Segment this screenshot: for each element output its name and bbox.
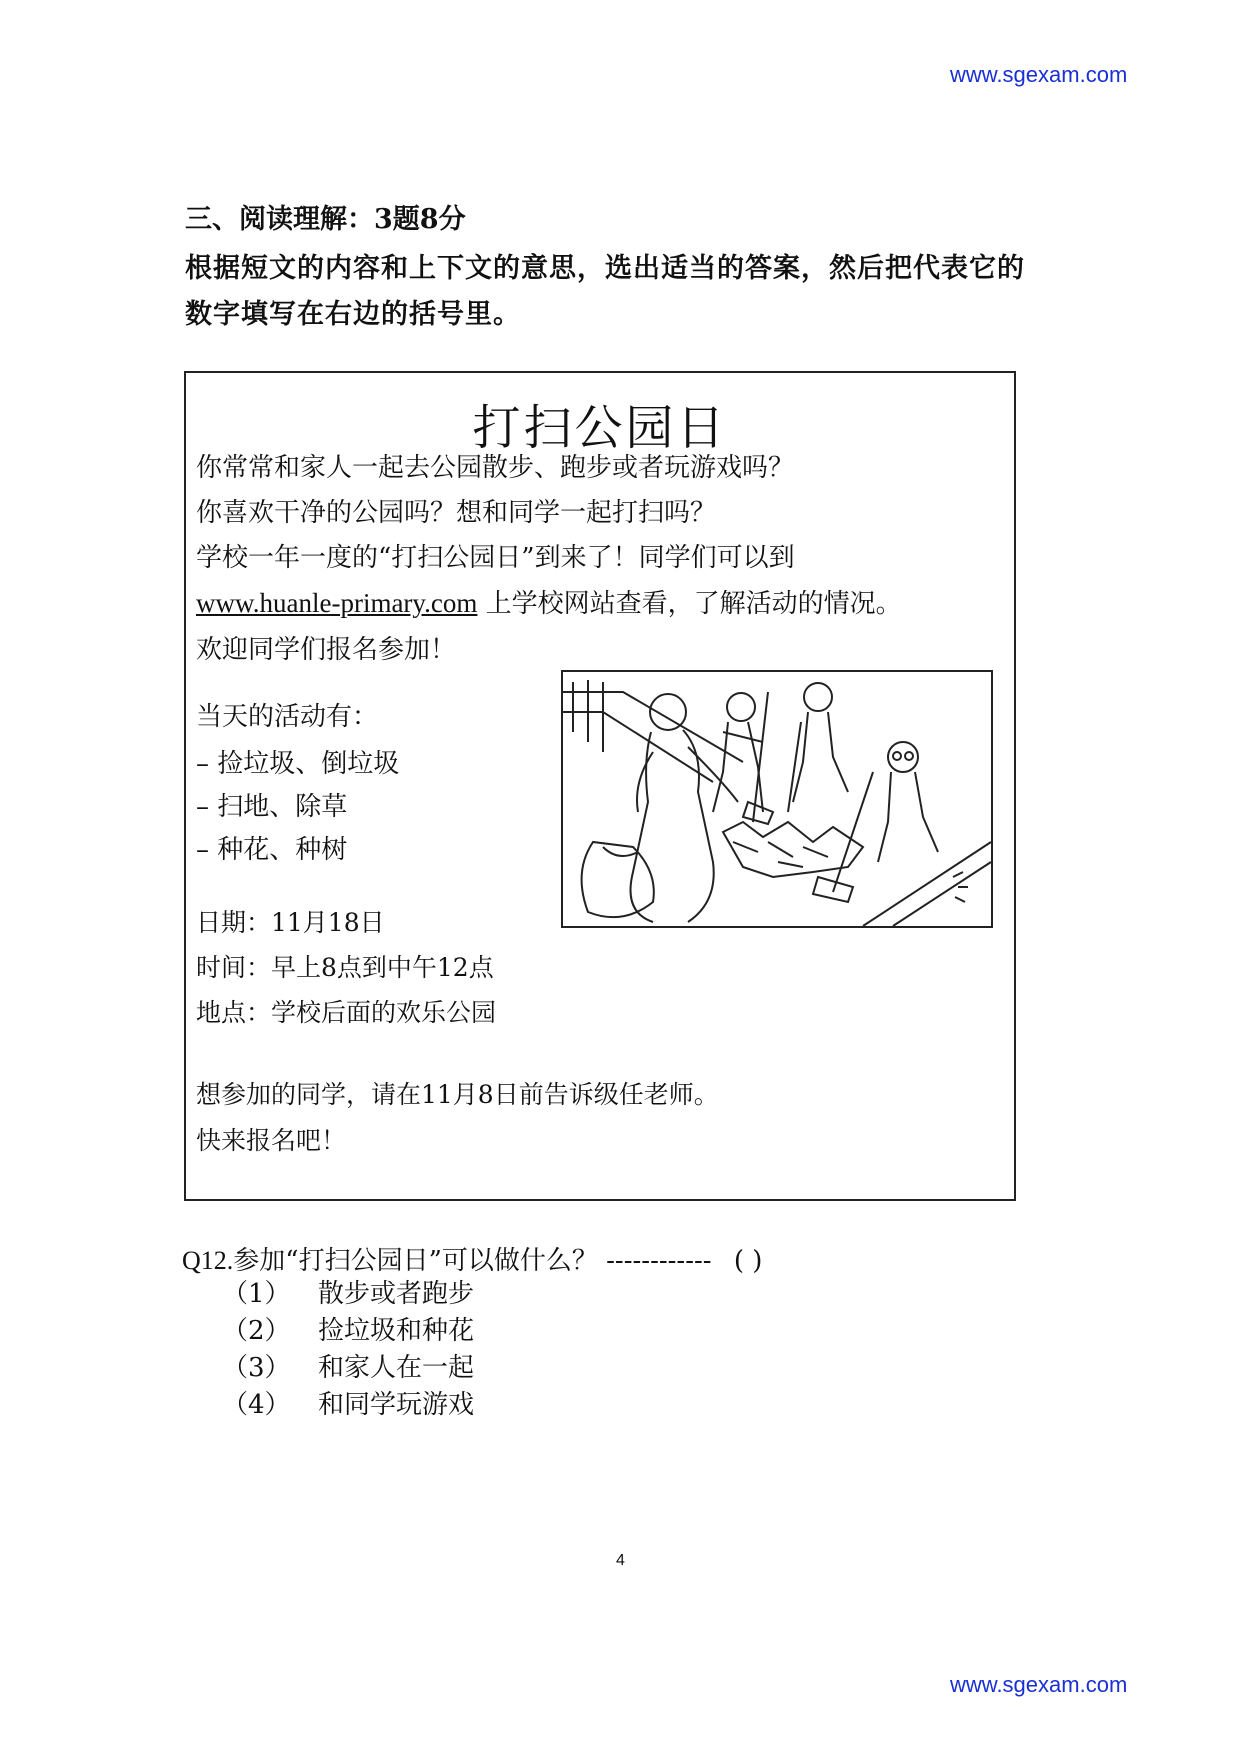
question-12 (182, 1240, 762, 1277)
option-text: 捡垃圾和种花 (318, 1316, 475, 1346)
registration-note: 想参加的同学，请在11月8日前告诉级任老师。 (196, 1080, 719, 1109)
answer-options (222, 1276, 474, 1424)
instruction-line-1: 根据短文的内容和上下文的意思，选出适当的答案，然后把代表它的 (185, 253, 1025, 284)
option-number: （2） (222, 1316, 291, 1346)
option-number: （1） (222, 1279, 291, 1309)
question-dashes: ------------ (606, 1246, 712, 1276)
notice-line-3: 学校一年一度的“打扫公园日”到来了！同学们可以到 (196, 543, 795, 573)
watermark-bottom: www.sgexam.com (950, 1672, 1128, 1697)
option-number: （3） (222, 1353, 291, 1383)
question-id: Q12. (182, 1246, 234, 1275)
option-1[interactable] (222, 1276, 474, 1313)
option-text: 和家人在一起 (318, 1353, 475, 1383)
page-number: 4 (616, 1552, 625, 1569)
watermark-top: www.sgexam.com (950, 62, 1128, 87)
notice-line-4-rest: 上学校网站查看，了解活动的情况。 (477, 589, 902, 619)
activities-heading: 当天的活动有： (196, 702, 379, 732)
instruction-line-2: 数字填写在右边的括号里。 (185, 299, 521, 330)
option-text: 散步或者跑步 (318, 1279, 475, 1309)
notice-line-1: 你常常和家人一起去公园散步、跑步或者玩游戏吗？ (196, 453, 795, 483)
option-2[interactable] (222, 1313, 474, 1350)
notice-line-2: 你喜欢干净的公园吗？想和同学一起打扫吗？ (196, 498, 717, 528)
option-3[interactable] (222, 1350, 474, 1387)
event-time: 时间：早上8点到中午12点 (196, 953, 494, 982)
option-number: （4） (222, 1390, 291, 1420)
activity-item: – 捡垃圾、倒垃圾 (196, 749, 400, 779)
option-4[interactable] (222, 1387, 474, 1424)
activity-item: – 扫地、除草 (196, 792, 348, 822)
notice-line-5: 欢迎同学们报名参加！ (196, 635, 457, 665)
closing-line: 快来报名吧！ (196, 1126, 347, 1155)
notice-line-4 (196, 583, 902, 620)
activity-item: – 种花、种树 (196, 835, 348, 865)
event-place: 地点：学校后面的欢乐公园 (196, 998, 497, 1027)
event-date: 日期：11月18日 (196, 908, 385, 937)
illustration-drawing (563, 672, 991, 926)
answer-blank[interactable]: ( ) (733, 1246, 763, 1276)
notice-title: 打扫公园日 (472, 400, 728, 456)
park-cleaning-illustration (561, 670, 993, 928)
section-heading: 三、阅读理解：3题8分 (185, 204, 466, 235)
school-website-link[interactable]: www.huanle-primary.com (196, 588, 478, 618)
notice-box (184, 371, 1016, 1201)
activities-list (196, 743, 399, 872)
option-text: 和同学玩游戏 (318, 1390, 475, 1420)
question-text: 参加“打扫公园日”可以做什么？ (233, 1246, 598, 1276)
